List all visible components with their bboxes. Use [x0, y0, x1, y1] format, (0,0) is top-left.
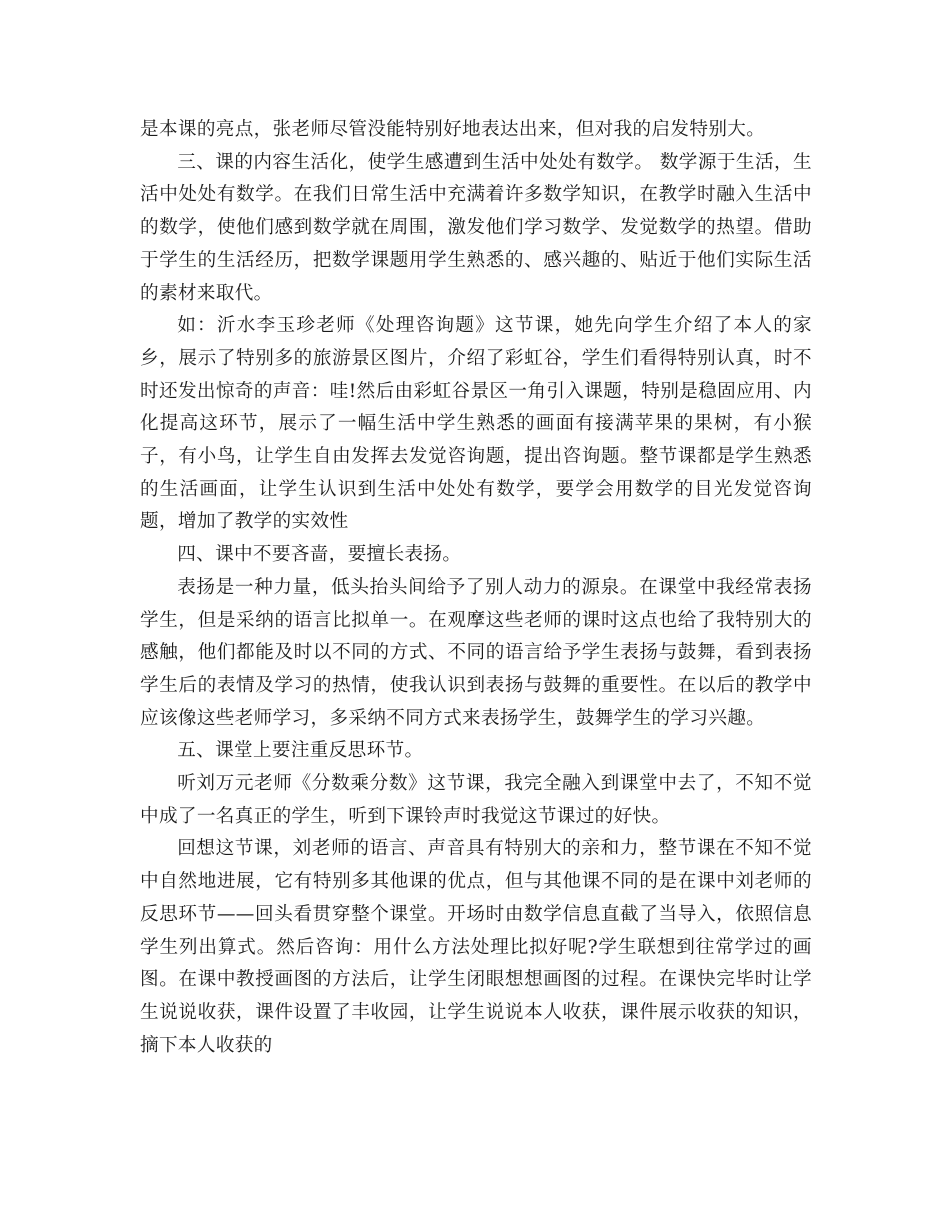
document-page	[140, 114, 812, 1062]
paragraph-praise: 表扬是一种力量，低头抬头间给予了别人动力的源泉。在课堂中我经常表扬学生，但是采纳的语言比拟单一。在观摩这些老师的课时这点也给了我特别大的感触，他们都能及时以不同的方式、不同的语言给予学生表扬与鼓舞，看到表扬学生后的表情及学习的热情，使我认识到表扬与鼓舞的重要性。在以后的教学中应该像这些老师学习，多采纳不同方式来表扬学生，鼓舞学生的学习兴趣。	[140, 576, 812, 729]
paragraph-example: 如：沂水李玉珍老师《处理咨询题》这节课，她先向学生介绍了本人的家乡，展示了特别多的旅游景区图片，介绍了彩虹谷，学生们看得特别认真，时不时还发出惊奇的声音：哇!然后由彩虹谷景区一角引入课题，特别是稳固应用、内化提高这环节，展示了一幅生活中学生熟悉的画面有接满苹果的果树，有小猴子，有小鸟，让学生自由发挥去发觉咨询题，提出咨询题。整节课都是学生熟悉的生活画面，让学生认识到生活中处处有数学，要学会用数学的目光发觉咨询题，增加了教学的实效性	[140, 315, 812, 533]
heading-section-five: 五、课堂上要注重反思环节。	[177, 740, 424, 762]
paragraph-continuation: 是本课的亮点，张老师尽管没能特别好地表达出来，但对我的启发特别大。	[140, 119, 766, 140]
paragraph-reflection: 回想这节课，刘老师的语言、声音具有特别大的亲和力，整节课在不知不觉中自然地进展，它有特别多其他课的优点，但与其他课不同的是在课中刘老师的反思环节——回头看贯穿整个课堂。开场时由数学信息直截了当导入，依照信息学生列出算式。然后咨询：用什么方法处理比拟好呢?学生联想到往常学过的画图。在课中教授画图的方法后，让学生闭眼想想画图的过程。在课快完毕时让学生说说收获，课件设置了丰收园，让学生说说本人收获，课件展示收获的知识，摘下本人收获的	[140, 838, 812, 1056]
paragraph-lesson: 听刘万元老师《分数乘分数》这节课，我完全融入到课堂中去了，不知不觉中成了一名真正的学生，听到下课铃声时我觉这节课过的好快。	[140, 773, 812, 827]
heading-section-four: 四、课中不要吝啬，要擅长表扬。	[177, 544, 462, 566]
paragraph-section-three: 三、课的内容生活化，使学生感遭到生活中处处有数学。 数学源于生活，生活中处处有数学。在我们日常生活中充满着许多数学知识，在教学时融入生活中的数学，使他们感到数学就在周围，激发他们学习数学、发觉数学的热望。借助于学生的生活经历，把数学课题用学生熟悉的、感兴趣的、贴近于他们实际生活的素材来取代。	[140, 151, 812, 304]
